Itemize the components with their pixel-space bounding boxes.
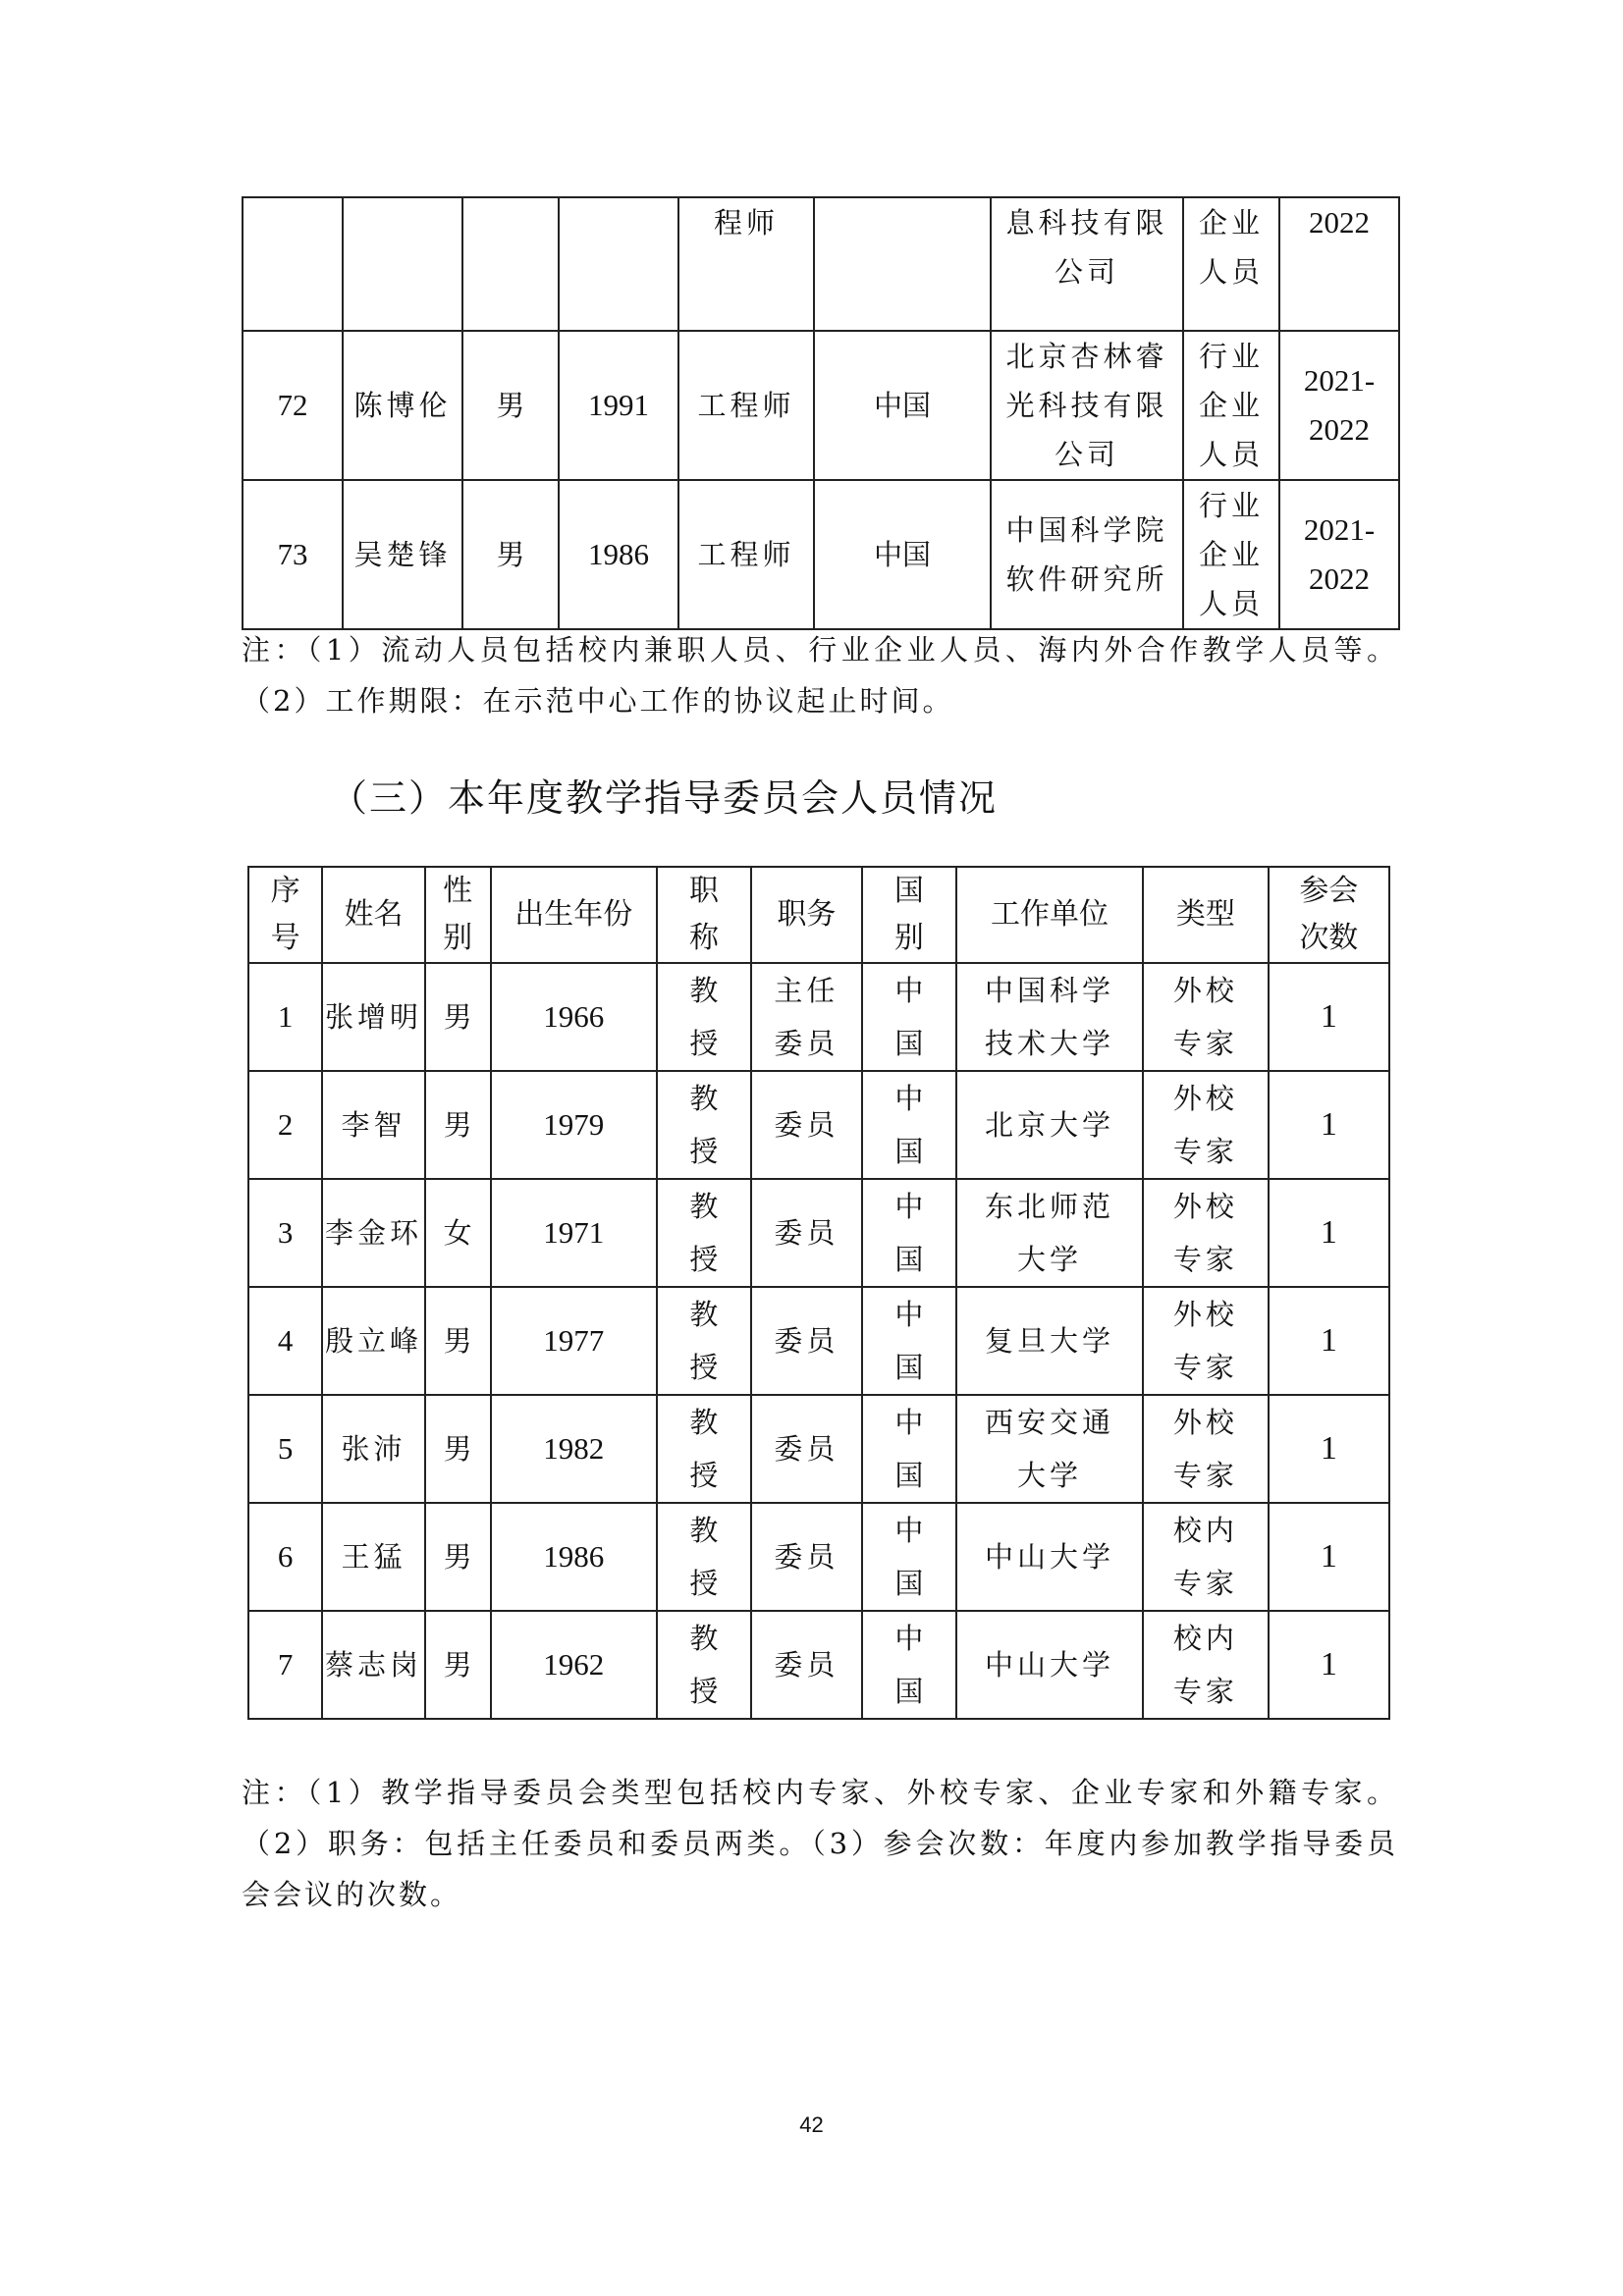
cell-country: 中国 [814,331,991,480]
page-number: 42 [799,2112,824,2137]
cell-period: 2021- 2022 [1279,480,1399,629]
cell-country: 中 国 [862,1611,956,1719]
cell-title: 教 授 [657,963,751,1071]
cell-unit: 西安交通 大学 [956,1395,1143,1503]
cell-birth: 1986 [559,480,678,629]
cell-duty: 主任 委员 [751,963,862,1071]
cell-gender: 男 [425,1287,491,1395]
cell-birth: 1977 [491,1287,657,1395]
cell-country: 中 国 [862,1395,956,1503]
cell-birth: 1979 [491,1071,657,1179]
cell-country: 中 国 [862,963,956,1071]
cell-gender: 男 [425,1611,491,1719]
cell-type: 行业 企业 人员 [1183,331,1279,480]
table-row [243,197,1399,331]
cell-unit: 东北师范 大学 [956,1179,1143,1287]
cell-count: 1 [1269,1071,1389,1179]
cell-duty: 委员 [751,1287,862,1395]
cell-title: 教 授 [657,1071,751,1179]
cell-unit: 息科技有限 公司 [991,197,1183,331]
cell-birth: 1962 [491,1611,657,1719]
cell-no: 7 [248,1611,322,1719]
cell-birth: 1982 [491,1395,657,1503]
cell-unit: 中国科学院 软件研究所 [991,480,1183,629]
cell-title: 教 授 [657,1287,751,1395]
cell-no: 3 [248,1179,322,1287]
cell-type: 外校 专家 [1143,963,1268,1071]
table-row [248,1503,1389,1611]
cell-count: 1 [1269,1287,1389,1395]
cell-gender: 男 [462,331,559,480]
cell-name [343,197,462,331]
cell-type: 企业 人员 [1183,197,1279,331]
cell-name: 张增明 [322,963,424,1071]
header-name: 姓名 [322,867,424,963]
cell-unit: 北京杏林睿 光科技有限 公司 [991,331,1183,480]
header-title: 职 称 [657,867,751,963]
committee-table-note: 注：（1）教学指导委员会类型包括校内专家、外校专家、企业专家和外籍专家。（2）职务：包括主任委员和委员两类。（3）参会次数：年度内参加教学指导委员会会议的次数。 [242,1776,1398,1911]
cell-name: 陈博伦 [343,331,462,480]
header-unit: 工作单位 [956,867,1143,963]
mobile-staff-table-continued [242,196,1400,630]
header-count: 参会 次数 [1269,867,1389,963]
cell-name: 王猛 [322,1503,424,1611]
cell-gender: 男 [425,1503,491,1611]
cell-duty: 委员 [751,1071,862,1179]
cell-gender [462,197,559,331]
cell-count: 1 [1269,1179,1389,1287]
cell-no: 6 [248,1503,322,1611]
cell-gender: 男 [425,1395,491,1503]
cell-birth [559,197,678,331]
section-heading: （三）本年度教学指导委员会人员情况 [330,776,999,820]
cell-gender: 男 [425,1071,491,1179]
table-row [248,1611,1389,1719]
cell-no [243,197,343,331]
cell-title: 教 授 [657,1395,751,1503]
cell-no: 1 [248,963,322,1071]
cell-unit: 北京大学 [956,1071,1143,1179]
teaching-committee-table [247,866,1390,1720]
cell-birth: 1986 [491,1503,657,1611]
cell-country: 中 国 [862,1287,956,1395]
cell-name: 吴楚锋 [343,480,462,629]
cell-no: 2 [248,1071,322,1179]
cell-title: 教 授 [657,1503,751,1611]
header-gender: 性 别 [425,867,491,963]
table-row [248,963,1389,1071]
cell-period: 2022 [1279,197,1399,331]
cell-name: 李金环 [322,1179,424,1287]
cell-count: 1 [1269,1611,1389,1719]
cell-title: 教 授 [657,1611,751,1719]
cell-no: 73 [243,480,343,629]
header-birth: 出生年份 [491,867,657,963]
cell-title: 工程师 [678,480,814,629]
cell-name: 张沛 [322,1395,424,1503]
header-type: 类型 [1143,867,1268,963]
cell-gender: 男 [462,480,559,629]
table-row [243,480,1399,629]
table-row [248,1287,1389,1395]
staff-table-note: 注：（1）流动人员包括校内兼职人员、行业企业人员、海内外合作教学人员等。（2）工作期限：在示范中心工作的协议起止时间。 [242,633,1398,718]
header-duty: 职务 [751,867,862,963]
cell-birth: 1971 [491,1179,657,1287]
cell-duty: 委员 [751,1503,862,1611]
cell-title: 工程师 [678,331,814,480]
header-no: 序 号 [248,867,322,963]
cell-title: 程师 [678,197,814,331]
cell-no: 4 [248,1287,322,1395]
cell-title: 教 授 [657,1179,751,1287]
cell-type: 校内 专家 [1143,1611,1268,1719]
cell-type: 外校 专家 [1143,1179,1268,1287]
cell-birth: 1966 [491,963,657,1071]
cell-period: 2021- 2022 [1279,331,1399,480]
header-country: 国 别 [862,867,956,963]
cell-unit: 复旦大学 [956,1287,1143,1395]
cell-name: 蔡志岗 [322,1611,424,1719]
cell-duty: 委员 [751,1179,862,1287]
cell-type: 外校 专家 [1143,1395,1268,1503]
table-row [248,1395,1389,1503]
cell-type: 行业 企业 人员 [1183,480,1279,629]
cell-gender: 男 [425,963,491,1071]
cell-name: 李智 [322,1071,424,1179]
table-row [243,331,1399,480]
cell-type: 外校 专家 [1143,1071,1268,1179]
cell-count: 1 [1269,1395,1389,1503]
cell-gender: 女 [425,1179,491,1287]
cell-country: 中 国 [862,1503,956,1611]
table-row [248,1071,1389,1179]
table-row [248,1179,1389,1287]
cell-name: 殷立峰 [322,1287,424,1395]
table-header-row [248,867,1389,963]
cell-unit: 中山大学 [956,1611,1143,1719]
cell-unit: 中国科学 技术大学 [956,963,1143,1071]
cell-country: 中 国 [862,1071,956,1179]
cell-type: 校内 专家 [1143,1503,1268,1611]
cell-no: 72 [243,331,343,480]
cell-country [814,197,991,331]
cell-count: 1 [1269,963,1389,1071]
cell-country: 中国 [814,480,991,629]
cell-type: 外校 专家 [1143,1287,1268,1395]
cell-unit: 中山大学 [956,1503,1143,1611]
cell-country: 中 国 [862,1179,956,1287]
cell-duty: 委员 [751,1395,862,1503]
cell-duty: 委员 [751,1611,862,1719]
cell-count: 1 [1269,1503,1389,1611]
cell-no: 5 [248,1395,322,1503]
cell-birth: 1991 [559,331,678,480]
